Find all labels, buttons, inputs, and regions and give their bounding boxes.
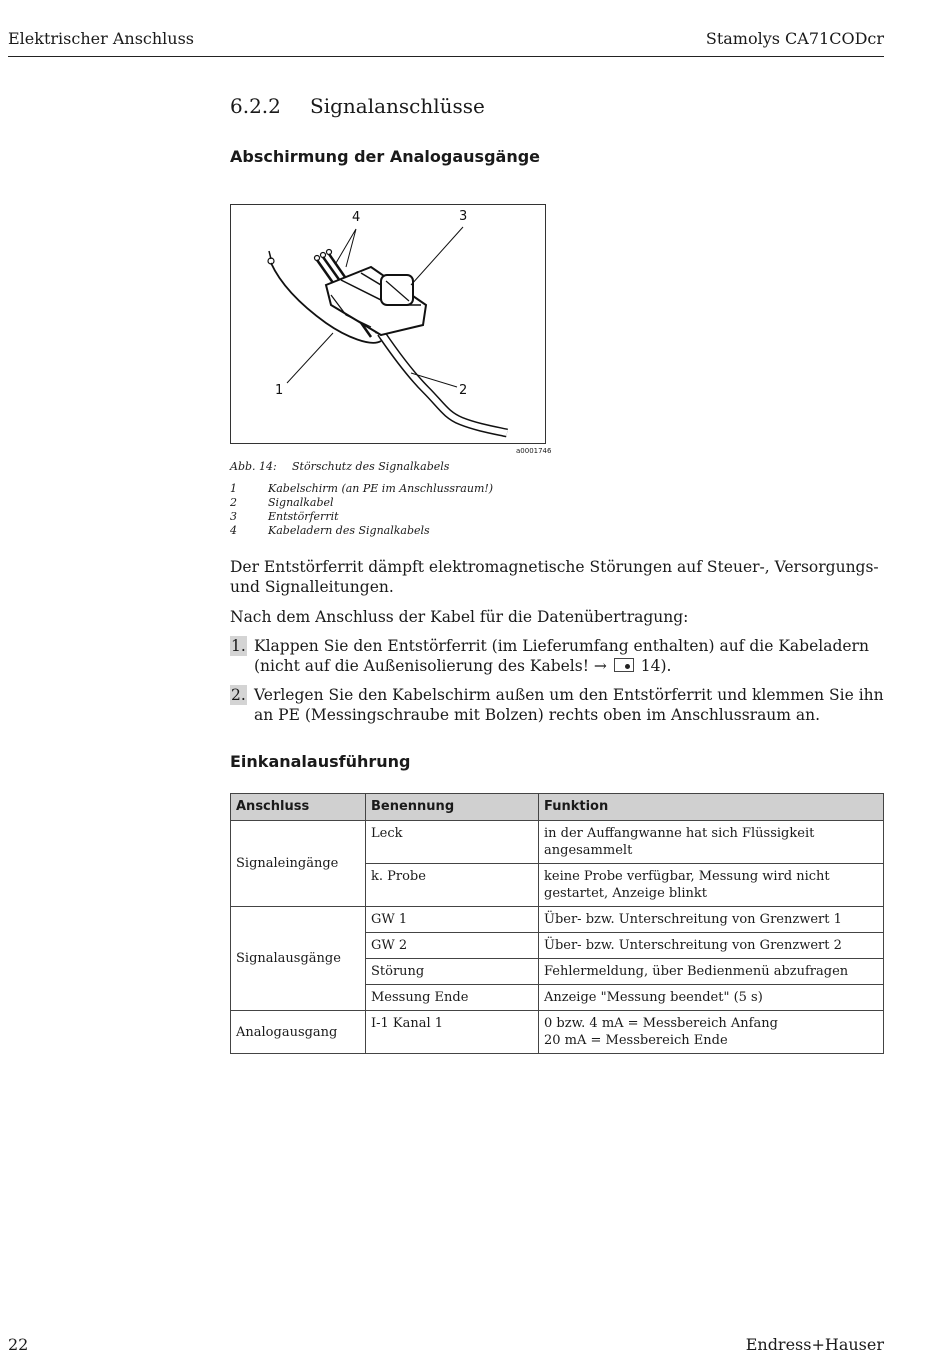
caption-text: Störschutz des Signalkabels <box>292 460 450 473</box>
table-cell: I-1 Kanal 1 <box>366 1011 539 1054</box>
table-cell: in der Auffangwanne hat sich Flüssigkeit angesammelt <box>539 821 884 864</box>
column-header: Anschluss <box>231 794 366 821</box>
legend-item: 1 Kabelschirm (an PE im Anschlussraum!) <box>230 482 494 495</box>
step-1 <box>230 636 886 676</box>
section-heading: Signalanschlüsse <box>310 94 485 118</box>
table-cell: Anzeige "Messung beendet" (5 s) <box>539 985 884 1011</box>
paragraph-ferrite: Der Entstörferrit dämpft elektromagnetische Störungen auf Steuer-, Versorgungs- und Signalleitungen. <box>230 558 879 596</box>
footer-brand: Endress+Hauser <box>745 1335 884 1354</box>
section-title <box>230 94 485 118</box>
header-chapter: Elektrischer Anschluss <box>8 29 195 48</box>
table-cell: 0 bzw. 4 mA = Messbereich Anfang 20 mA = Messbereich Ende <box>539 1011 884 1054</box>
legend-item: 2 Signalkabel <box>230 496 334 509</box>
callout-1: 1 <box>275 383 284 398</box>
callout-4: 4 <box>352 210 361 225</box>
connection-table <box>230 793 884 1054</box>
table-cell: Über- bzw. Unterschreitung von Grenzwert 2 <box>539 933 884 959</box>
step-text: Klappen Sie den Entstörferrit (im Lieferumfang enthalten) auf die Kabeladern (nicht auf die Außenisolierung des Kabels! → <box>254 637 869 675</box>
table-cell: Leck <box>366 821 539 864</box>
table-row <box>231 907 884 933</box>
table-cell: k. Probe <box>366 864 539 907</box>
table-row <box>231 821 884 864</box>
callout-3: 3 <box>459 209 468 224</box>
figure-legend <box>230 482 493 538</box>
table-cell: GW 2 <box>366 933 539 959</box>
table-cell: keine Probe verfügbar, Messung wird nicht gestartet, Anzeige blinkt <box>539 864 884 907</box>
table-cell: Störung <box>366 959 539 985</box>
table-cell: Fehlermeldung, über Bedienmenü abzufragen <box>539 959 884 985</box>
page-header <box>8 26 884 57</box>
subheading-single-channel: Einkanalausführung <box>230 752 411 771</box>
header-product: Stamolys CA71CODcr <box>705 29 884 48</box>
page-number: 22 <box>8 1335 29 1354</box>
table-cell: Über- bzw. Unterschreitung von Grenzwert 1 <box>539 907 884 933</box>
column-header: Benennung <box>366 794 539 821</box>
paragraph-after-connection: Nach dem Anschluss der Kabel für die Datenübertragung: <box>230 608 689 626</box>
caption-label: Abb. 14: <box>230 460 277 473</box>
table-cell: Messung Ende <box>366 985 539 1011</box>
step-2 <box>230 685 886 725</box>
table-row <box>231 1011 884 1054</box>
group-cell: Signaleingänge <box>231 821 366 907</box>
group-cell: Signalausgänge <box>231 907 366 1011</box>
step-number: 2. <box>231 686 246 704</box>
figure-code: a0001746 <box>516 447 552 455</box>
figure-caption <box>230 460 449 473</box>
figure-reference-icon <box>614 658 634 672</box>
step-text-ref: 14). <box>640 657 672 675</box>
table-cell: GW 1 <box>366 907 539 933</box>
section-number: 6.2.2 <box>230 94 281 118</box>
table-header-row <box>231 794 884 821</box>
step-text: Verlegen Sie den Kabelschirm außen um den Entstörferrit und klemmen Sie ihn an PE (Messingschraube mit Bolzen) rechts oben im Anschlussraum an. <box>254 686 884 724</box>
subheading-shielding: Abschirmung der Analogausgänge <box>230 147 541 166</box>
step-number: 1. <box>231 637 246 655</box>
callout-2: 2 <box>459 383 468 398</box>
ferrite-illustration <box>231 205 545 443</box>
legend-item: 3 Entstörferrit <box>230 510 339 523</box>
legend-item: 4 Kabeladern des Signalkabels <box>230 524 430 537</box>
figure-ferrite <box>230 204 546 444</box>
group-cell: Analogausgang <box>231 1011 366 1054</box>
column-header: Funktion <box>539 794 884 821</box>
